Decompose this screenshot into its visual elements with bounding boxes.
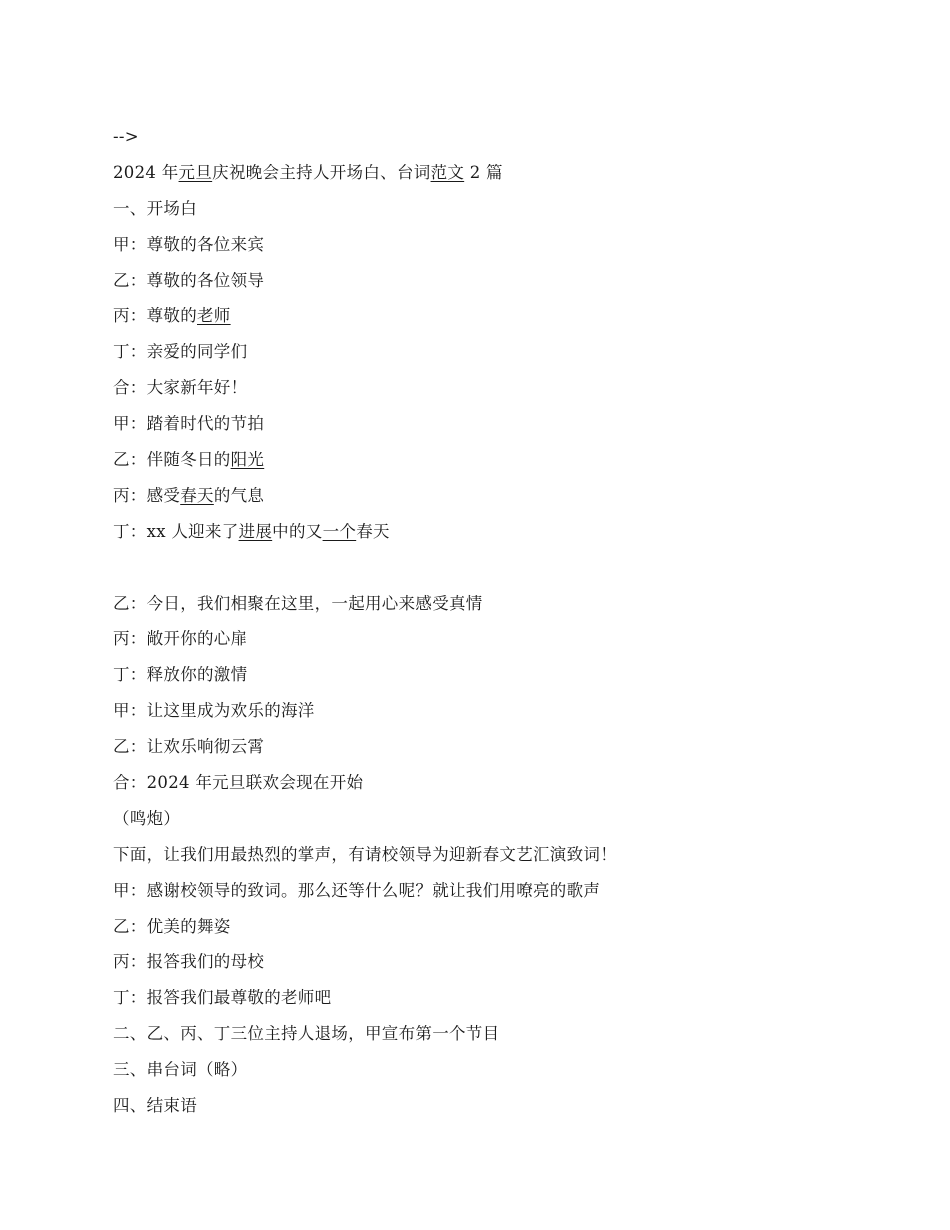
link-yige[interactable]: 一个 [322,521,357,541]
stage-direction: （鸣炮） [113,808,181,828]
script-line [113,478,893,514]
script-line: 丁：亲爱的同学们 [113,342,248,362]
title-part: 庆祝晚会主持人开场白、台词 [212,162,431,182]
script-line: 乙：今日，我们相聚在这里，一起用心来感受真情 [113,593,483,613]
section-heading: 一、开场白 [113,198,197,218]
script-line: 合：大家新年好！ [113,378,248,398]
script-line: 下面，让我们用最热烈的掌声，有请校领导为迎新春文艺汇演致词！ [113,844,617,864]
line-text: 丙：感受 [113,485,181,505]
document-title [113,155,893,191]
document-body [113,119,893,1124]
script-line: 合：2024 年元旦联欢会现在开始 [113,773,364,793]
line-text: 春天 [356,521,390,541]
section-heading: 三、串台词（略） [113,1060,248,1080]
link-chuntian[interactable]: 春天 [180,485,214,505]
link-jinzhan[interactable]: 进展 [238,521,273,541]
script-line: 乙：尊敬的各位领导 [113,270,265,290]
link-laoshi[interactable]: 老师 [197,306,231,326]
line-text: 丙：尊敬的 [113,306,197,326]
title-link-yuandan[interactable]: 元旦 [178,162,213,182]
script-line [113,442,893,478]
blank-line [113,550,893,586]
title-part: 2024 年 [113,162,179,182]
section-heading: 四、结束语 [113,1096,197,1116]
script-line: 甲：踏着时代的节拍 [113,414,265,434]
script-line: 甲：让这里成为欢乐的海洋 [113,701,315,721]
script-line: 丙：报答我们的母校 [113,952,265,972]
script-line: 丁：释放你的激情 [113,665,248,685]
section-heading: 二、乙、丙、丁三位主持人退场，甲宣布第一个节目 [113,1024,500,1044]
line-text: 乙：伴随冬日的 [113,450,231,470]
script-line: 丁：报答我们最尊敬的老师吧 [113,988,332,1008]
script-line: 乙：让欢乐响彻云霄 [113,737,265,757]
line-text: 中的又 [272,521,323,541]
script-line [113,298,893,334]
link-yangguang[interactable]: 阳光 [230,450,265,470]
title-link-fanwen[interactable]: 范文 [430,162,465,182]
line-text: 丁：xx 人迎来了 [113,521,239,541]
line-text: 的气息 [213,485,265,505]
title-part: 2 篇 [464,162,503,182]
script-line: 甲：感谢校领导的致词。那么还等什么呢？就让我们用嘹亮的歌声 [113,880,601,900]
script-line: 甲：尊敬的各位来宾 [113,234,265,254]
script-line [113,514,893,550]
script-line: 乙：优美的舞姿 [113,916,231,936]
marker-text: --> [113,127,139,146]
script-line: 丙：敞开你的心扉 [113,629,248,649]
